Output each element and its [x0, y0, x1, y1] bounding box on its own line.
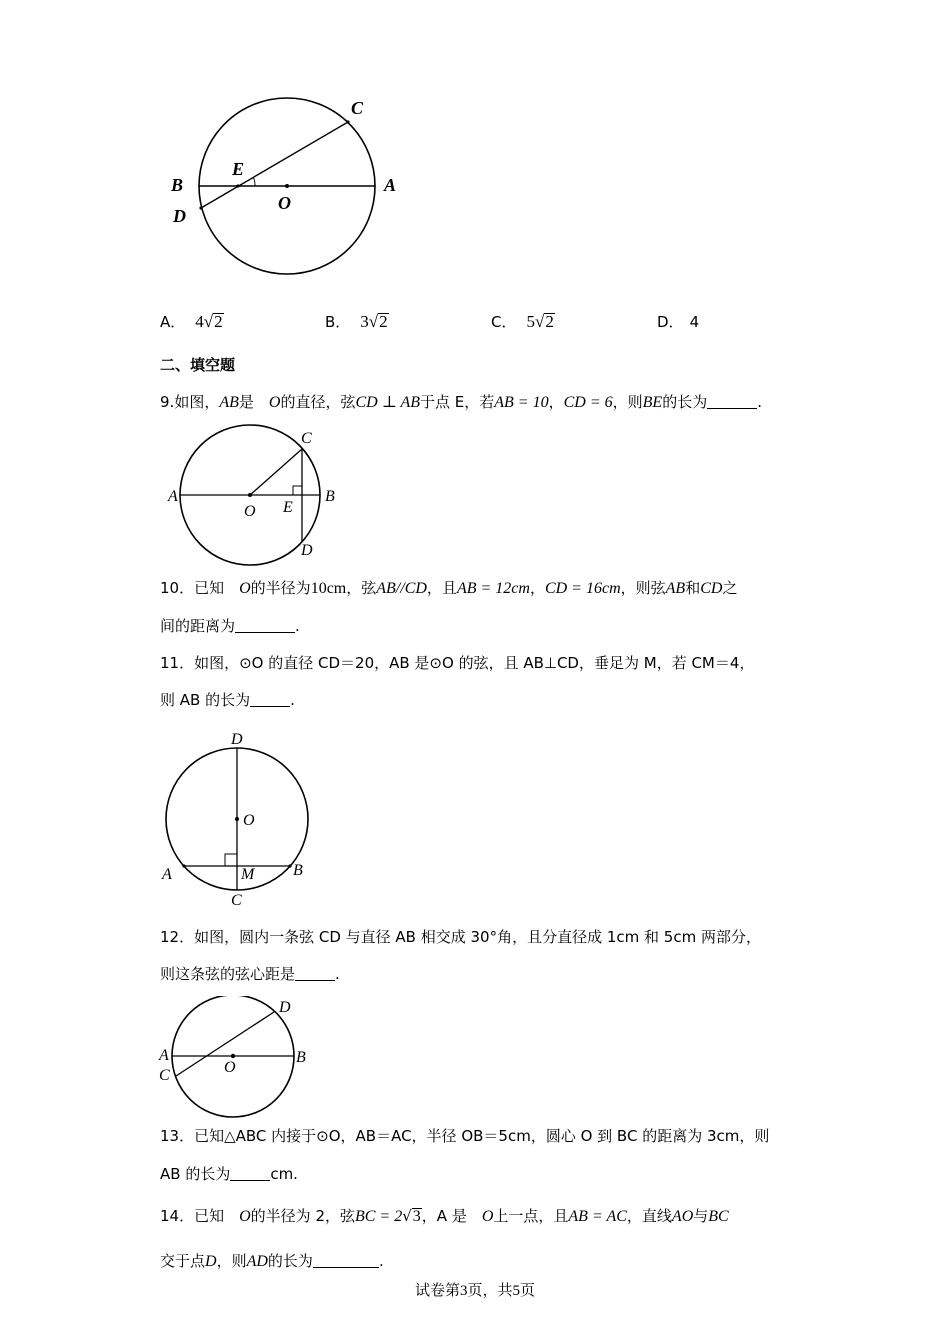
question-11-line2: 则 AB 的长为 . — [160, 691, 295, 709]
answer-blank-q10[interactable] — [235, 616, 295, 633]
label-a-q11: A — [162, 866, 172, 883]
label-c-q8: C — [351, 98, 364, 118]
question-10-line2: 间的距离为 . — [160, 617, 300, 635]
question-11: 11．如图，⊙O 的直径 CD＝20，AB 是⊙O 的弦，且 AB⊥CD，垂足为 M，若 CM＝4， — [160, 654, 755, 672]
question-12: 12．如图，圆内一条弦 CD 与直径 AB 相交成 30°角，且分直径成 1cm 和 5cm 两部分， — [160, 928, 761, 946]
label-c-q9: C — [301, 430, 312, 447]
option-b-coef: 3 — [360, 312, 369, 331]
option-c-coef: 5 — [526, 312, 535, 331]
question-14: 14．已知 O的半径为 2，弦BC = 2√3，A 是 O上一点，且AB = AC，直线AO与BC — [160, 1207, 729, 1225]
question-9: 9.如图，AB是 O的直径，弦CD ⊥ AB于点 E，若AB = 10，CD = 6，则BE的长为 . — [160, 393, 762, 411]
label-e-q9: E — [283, 499, 293, 516]
label-a-q9: A — [168, 488, 178, 505]
label-c-q12: C — [159, 1067, 170, 1084]
label-c-q11: C — [231, 892, 242, 909]
option-b-letter: B． — [325, 313, 351, 331]
option-d[interactable] — [657, 312, 699, 332]
point-d-q8 — [199, 206, 202, 209]
label-o-q12: O — [224, 1059, 236, 1076]
option-c-letter: C． — [491, 313, 517, 331]
question-10: 10．已知 O的半径为10cm，弦AB//CD，且AB = 12cm，CD = 16cm，则弦AB和CD之 — [160, 579, 738, 597]
question-14-line2: 交于点D，则AD的长为 . — [160, 1252, 384, 1270]
label-b-q9: B — [325, 488, 335, 505]
label-b-q12: B — [296, 1049, 306, 1066]
answer-blank-q11[interactable] — [250, 690, 290, 707]
label-o-q11: O — [243, 812, 255, 829]
option-d-value: 4 — [689, 313, 700, 331]
question-13-line2: AB 的长为 cm. — [160, 1165, 298, 1183]
answer-blank-q12[interactable] — [295, 964, 335, 981]
option-a-coef: 4 — [195, 312, 204, 331]
chord-cd-q8 — [201, 122, 348, 208]
label-o-q9: O — [244, 503, 256, 520]
point-o-q8 — [285, 184, 289, 188]
label-b-q8: B — [171, 175, 184, 195]
section-heading: 二、填空题 — [160, 356, 236, 374]
answer-blank-q9[interactable] — [707, 392, 757, 409]
label-b-q11: B — [293, 862, 303, 879]
label-d-q12: D — [279, 999, 291, 1016]
label-m-q11: M — [241, 866, 255, 883]
angle-mark-q8 — [253, 177, 255, 186]
answer-blank-q14[interactable] — [313, 1251, 379, 1268]
label-d-q9: D — [301, 542, 313, 559]
option-b-radicand: 2 — [379, 312, 388, 331]
label-d-q8: D — [173, 206, 186, 226]
option-a-radicand: 2 — [214, 312, 223, 331]
option-a[interactable]: A． 4√2 — [160, 312, 223, 331]
point-e-q8 — [236, 184, 239, 187]
option-c-radicand: 2 — [545, 312, 554, 331]
point-c-q8 — [346, 120, 349, 123]
label-a-q8: A — [384, 175, 397, 195]
option-b[interactable]: B． 3√2 — [325, 312, 388, 331]
label-o-q8: O — [278, 193, 291, 213]
label-d-q11: D — [231, 731, 243, 748]
option-c[interactable]: C． 5√2 — [491, 312, 554, 331]
question-13: 13．已知△ABC 内接于⊙O，AB＝AC，半径 OB＝5cm，圆心 O 到 BC 的距离为 3cm，则 — [160, 1127, 770, 1145]
answer-blank-q13[interactable] — [230, 1164, 270, 1181]
arc-equality: AB = AC — [568, 1208, 627, 1225]
figure-q8 — [160, 90, 410, 285]
question-12-line2: 则这条弦的弦心距是 . — [160, 965, 340, 983]
figure-q9 — [160, 422, 350, 572]
page-footer: 试卷第3页，共5页 — [414, 1283, 535, 1299]
label-e-q8: E — [232, 159, 245, 179]
figure-q12 — [158, 996, 318, 1120]
option-a-letter: A． — [160, 313, 186, 331]
figure-q11 — [158, 728, 318, 910]
label-a-q12: A — [159, 1047, 169, 1064]
option-d-letter: D． — [657, 313, 684, 331]
